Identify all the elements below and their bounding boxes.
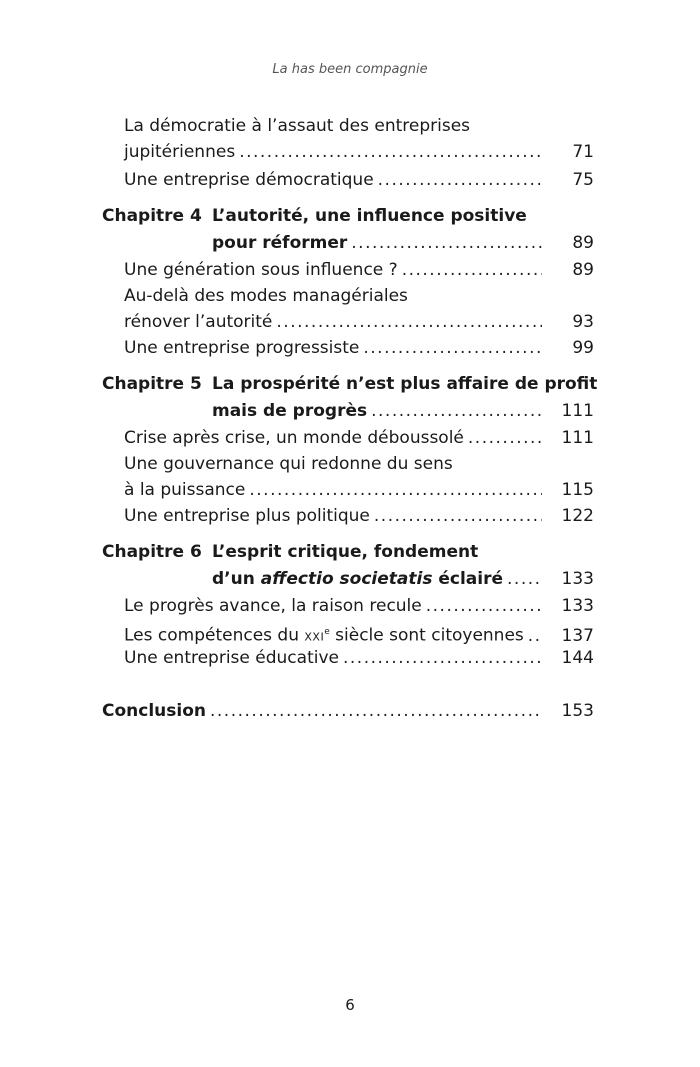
page-number: 6 bbox=[345, 996, 355, 1014]
leader-dots bbox=[343, 644, 542, 672]
toc-entry-entreprise-educative[interactable] bbox=[124, 644, 594, 672]
title-text: d’un bbox=[212, 569, 261, 589]
leader-dots bbox=[239, 138, 542, 166]
toc-page-number: 89 bbox=[572, 233, 594, 253]
running-header: La has been compagnie bbox=[272, 62, 428, 77]
toc-entry-renover-autorite[interactable] bbox=[124, 308, 594, 336]
toc-conclusion[interactable] bbox=[102, 697, 594, 725]
toc-chapter-5[interactable] bbox=[212, 397, 594, 425]
toc-page-number: 71 bbox=[572, 142, 594, 162]
leader-dots bbox=[507, 565, 542, 593]
toc-entry-text: Une entreprise progressiste bbox=[124, 338, 360, 358]
title-text: éclairé bbox=[432, 569, 504, 589]
toc-entry-text: La démocratie à l’assaut des entreprises bbox=[124, 116, 471, 136]
toc-page-number: 93 bbox=[572, 312, 594, 332]
toc-page-number: 133 bbox=[561, 596, 594, 616]
chapter-title-line1: La prospérité n’est plus affaire de profit bbox=[212, 374, 598, 394]
chapter-title-line2: mais de progrès bbox=[212, 401, 368, 421]
toc-entry-text: Crise après crise, un monde déboussolé bbox=[124, 428, 464, 448]
toc-entry-text: Une entreprise éducative bbox=[124, 648, 339, 668]
toc-entry-crise[interactable] bbox=[124, 424, 594, 452]
toc-entry-text: Une génération sous influence ? bbox=[124, 260, 398, 280]
toc-entry-competences[interactable] bbox=[124, 618, 594, 646]
toc-entry-modes-line1 bbox=[124, 282, 408, 310]
chapter-title-line1: L’autorité, une influence positive bbox=[212, 206, 527, 226]
toc-entry-gouvernance-line1 bbox=[124, 450, 453, 478]
leader-dots bbox=[351, 229, 542, 257]
leader-dots bbox=[374, 502, 542, 530]
century-superscript: e bbox=[324, 627, 330, 637]
toc-page-number: 111 bbox=[561, 428, 594, 448]
leader-dots bbox=[378, 166, 542, 194]
toc-page-number: 75 bbox=[572, 170, 594, 190]
century-smallcaps: XXI bbox=[304, 630, 325, 644]
toc-page-number: 144 bbox=[561, 648, 594, 668]
toc-chapter-6[interactable] bbox=[212, 565, 594, 593]
toc-entry-entreprise-democratique[interactable] bbox=[124, 166, 594, 194]
toc-page-number: 89 bbox=[572, 260, 594, 280]
entry-text: siècle sont citoyennes bbox=[329, 625, 524, 646]
toc-entry-entreprise-politique[interactable] bbox=[124, 502, 594, 530]
leader-dots bbox=[249, 476, 542, 504]
conclusion-label: Conclusion bbox=[102, 701, 206, 721]
toc-chapter-4[interactable] bbox=[212, 229, 594, 257]
toc-entry-democratie[interactable] bbox=[124, 138, 594, 166]
chapter-title-line1: L’esprit critique, fondement bbox=[212, 542, 479, 562]
chapter-label: Chapitre 4 bbox=[102, 206, 202, 226]
toc-entry-text: jupitériennes bbox=[124, 142, 236, 162]
toc-entry-democratie-line1 bbox=[124, 112, 594, 140]
entry-text: Les compétences du bbox=[124, 625, 305, 646]
chapter-label: Chapitre 5 bbox=[102, 374, 202, 394]
toc-page-number: 137 bbox=[561, 625, 594, 646]
toc-entry-text: Au-delà des modes managériales bbox=[124, 286, 408, 306]
toc-page-number: 122 bbox=[561, 506, 594, 526]
toc-page-number: 133 bbox=[561, 569, 594, 589]
toc-entry-text: rénover l’autorité bbox=[124, 312, 273, 332]
chapter-title-line2 bbox=[212, 565, 503, 593]
chapter-title-line2: pour réformer bbox=[212, 233, 348, 253]
leader-dots bbox=[426, 592, 542, 620]
toc-entry-entreprise-progressiste[interactable] bbox=[124, 334, 594, 362]
toc-entry-text: Une gouvernance qui redonne du sens bbox=[124, 454, 453, 474]
leader-dots bbox=[210, 697, 542, 725]
leader-dots bbox=[468, 424, 542, 452]
toc-entry-text: Une entreprise plus politique bbox=[124, 506, 370, 526]
toc-entry-progres-raison[interactable] bbox=[124, 592, 594, 620]
toc-entry-text: Le progrès avance, la raison recule bbox=[124, 596, 422, 616]
toc-page-number: 111 bbox=[561, 401, 594, 421]
leader-dots bbox=[402, 256, 542, 284]
toc-page-number: 115 bbox=[561, 480, 594, 500]
toc-entry-puissance[interactable] bbox=[124, 476, 594, 504]
chapter-label: Chapitre 6 bbox=[102, 542, 202, 562]
toc-page-number: 99 bbox=[572, 338, 594, 358]
leader-dots bbox=[363, 334, 542, 362]
leader-dots bbox=[276, 308, 542, 336]
toc-page-number: 153 bbox=[561, 701, 594, 721]
toc-entry-generation[interactable] bbox=[124, 256, 594, 284]
toc-entry-text: à la puissance bbox=[124, 480, 246, 500]
leader-dots bbox=[371, 397, 542, 425]
toc-entry-text: Une entreprise démocratique bbox=[124, 170, 374, 190]
title-italic-text: affectio societatis bbox=[260, 569, 433, 589]
